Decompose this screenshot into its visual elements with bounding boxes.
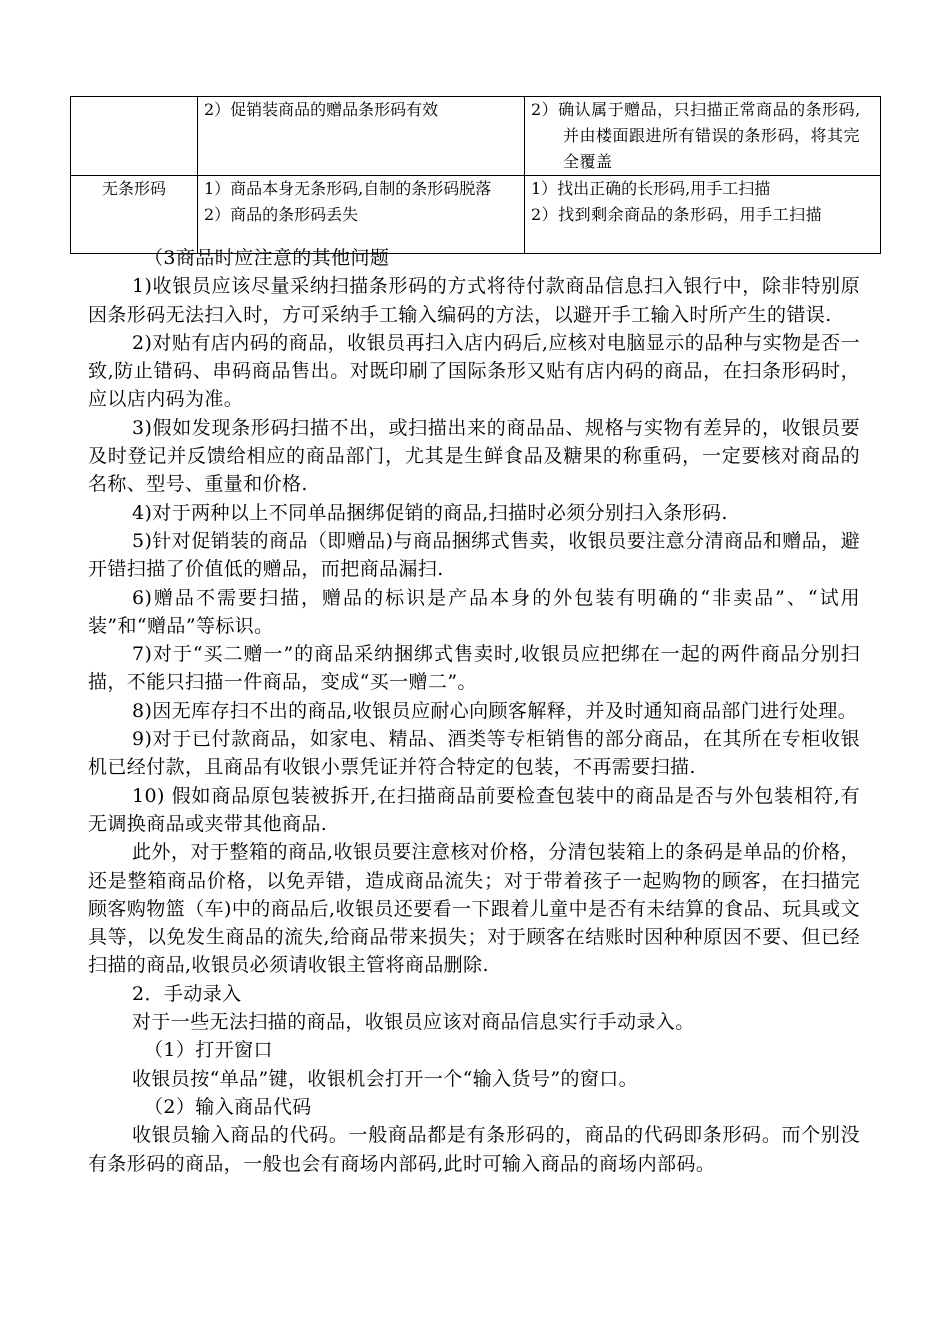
section-heading: （3商品时应注意的其他问题	[144, 247, 390, 269]
table-cell-solutions	[525, 97, 881, 176]
paragraph: 此外，对于整箱的商品,收银员要注意核对价格，分清包装箱上的条码是单品的价格，还是整箱商品价格，以免弄错，造成商品流失；对于带着孩子一起购物的顾客，在扫描完顾客购物篮（车)中的商品后,收银员还要看一下跟着儿童中是否有未结算的食品、玩具或文具等，以免发生商品的流失,给商品带来损失；对于顾客在结账时因种种原因不要、但已经扫描的商品,收银员必须请收银主管将商品删除.	[88, 841, 860, 977]
solution-item: 1）找出正确的长形码,用手工扫描	[531, 179, 771, 198]
subsection-heading: 2．手动录入	[132, 982, 242, 1005]
paragraph: 收银员按“单品”键，收银机会打开一个“输入货号”的窗口。	[132, 1067, 639, 1090]
list-item: 1)收银员应该尽量采纳扫描条形码的方式将待付款商品信息扫入银行中，除非特别原因条形码无法扫入时，方可采纳手工输入编码的方法，以避开手工输入时所产生的错误.	[88, 275, 860, 326]
list-item: 5)针对促销装的商品（即赠品)与商品捆绑式售卖，收银员要注意分清商品和赠品，避开错扫描了价值低的赠品，而把商品漏扫.	[88, 529, 860, 581]
list-item: 7)对于“买二赠一”的商品采纳捆绑式售卖时,收银员应把绑在一起的两件商品分别扫描，不能只扫描一件商品，变成“买一赠二”。	[88, 643, 860, 694]
step-heading: （1）打开窗口	[144, 1039, 273, 1062]
table-cell-solutions	[525, 176, 881, 254]
cause-item: 1）商品本身无条形码,自制的条形码脱落	[204, 179, 492, 198]
table-row	[71, 97, 881, 176]
list-item: 4)对于两种以上不同单品捆绑促销的商品,扫描时必须分别扫入条形码.	[132, 501, 728, 524]
document-body	[88, 244, 860, 1178]
list-item: 8)因无库存扫不出的商品,收银员应耐心向顾客解释，并及时通知商品部门进行处理。	[132, 699, 858, 722]
solution-item: 2）确认属于赠品，只扫描正常商品的条形码,并由楼面跟进所有错误的条形码，将其完全覆盖	[531, 100, 861, 171]
paragraph: 对于一些无法扫描的商品，收银员应该对商品信息实行手动录入。	[132, 1011, 695, 1034]
list-item: 3)假如发现条形码扫描不出，或扫描出来的商品品、规格与实物有差异的，收银员要及时登记并反馈给相应的商品部门，尤其是生鲜食品及糖果的称重码，一定要核对商品的名称、型号、重量和价格.	[88, 416, 860, 496]
table-cell-causes	[198, 176, 525, 254]
cause-item: 2）促销装商品的赠品条形码有效	[204, 100, 439, 119]
list-item: 9)对于已付款商品，如家电、精品、酒类等专柜销售的部分商品，在其所在专柜收银机已经付款，且商品有收银小票凭证并符合特定的包装，不再需要扫描.	[88, 728, 860, 779]
list-item: 6)赠品不需要扫描，赠品的标识是产品本身的外包装有明确的“非卖品”、“试用装”和“赠品”等标识。	[88, 586, 860, 637]
table-cell-category: 无条形码	[71, 176, 198, 254]
table-cell-category	[71, 97, 198, 176]
solution-item: 2）找到剩余商品的条形码，用手工扫描	[531, 205, 823, 224]
table-cell-causes	[198, 97, 525, 176]
step-heading: （2）输入商品代码	[144, 1095, 312, 1118]
paragraph: 收银员输入商品的代码。一般商品都是有条形码的，商品的代码即条形码。而个别没有条形码的商品，一般也会有商场内部码,此时可输入商品的商场内部码。	[88, 1124, 860, 1175]
table-row	[71, 176, 881, 254]
cause-item: 2）商品的条形码丢失	[204, 205, 359, 224]
list-item: 10) 假如商品原包装被拆开,在扫描商品前要检查包装中的商品是否与外包装相符,有无调换商品或夹带其他商品.	[88, 784, 860, 835]
barcode-issue-table	[70, 96, 881, 254]
list-item: 2)对贴有店内码的商品，收银员再扫入店内码后,应核对电脑显示的品种与实物是否一致,防止错码、串码商品售出。对既印刷了国际条形又贴有店内码的商品，在扫条形码时，应以店内码为准。	[88, 331, 860, 411]
